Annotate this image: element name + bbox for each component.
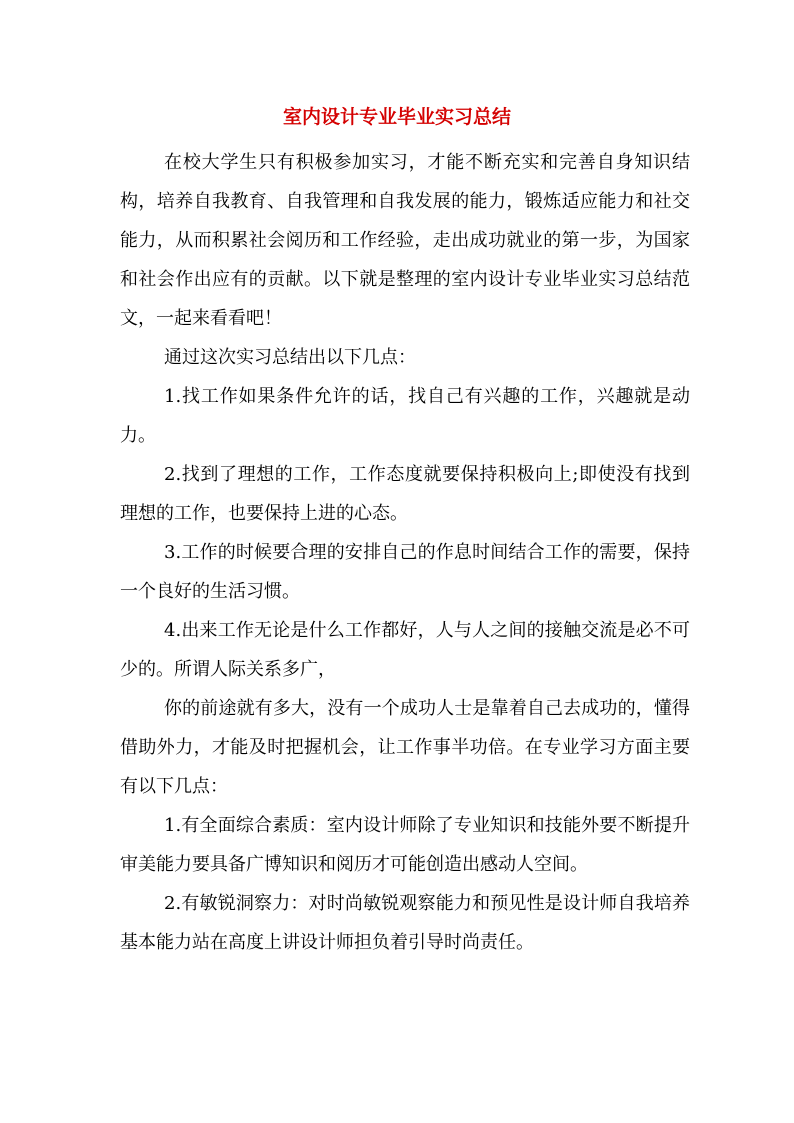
paragraph-point-4-continued: 你的前途就有多大，没有一个成功人士是靠着自己去成功的，懂得借助外力，才能及时把握机会，让工作事半功倍。在专业学习方面主要有以下几点： (120, 698, 690, 797)
paragraph-study-1: 1.有全面综合素质：室内设计师除了专业知识和技能外要不断提升审美能力要具备广博知识和阅历才可能创造出感动人空间。 (120, 815, 690, 875)
paragraph-point-4: 4.出来工作无论是什么工作都好，人与人之间的接触交流是必不可少的。所谓人际关系多广， (120, 620, 690, 680)
page-title: 室内设计专业毕业实习总结 (282, 106, 511, 128)
paragraph-point-1: 1.找工作如果条件允许的话，找自己有兴趣的工作，兴趣就是动力。 (120, 386, 690, 446)
paragraph-study-2: 2.有敏锐洞察力：对时尚敏锐观察能力和预见性是设计师自我培养基本能力站在高度上讲设计师担负着引导时尚责任。 (120, 893, 690, 953)
paragraph-intro: 在校大学生只有积极参加实习，才能不断充实和完善自身知识结构，培养自我教育、自我管理和自我发展的能力，锻炼适应能力和社交能力，从而积累社会阅历和工作经验，走出成功就业的第一步，为国家和社会作出应有的贡献。以下就是整理的室内设计专业毕业实习总结范文，一起来看看吧！ (120, 152, 690, 329)
paragraph-point-2: 2.找到了理想的工作，工作态度就要保持积极向上;即使没有找到理想的工作，也要保持上进的心态。 (120, 464, 690, 524)
paragraph-point-3: 3.工作的时候要合理的安排自己的作息时间结合工作的需要，保持一个良好的生活习惯。 (120, 542, 690, 602)
document-body (120, 143, 690, 962)
paragraph-summary-lead: 通过这次实习总结出以下几点： (164, 347, 416, 368)
